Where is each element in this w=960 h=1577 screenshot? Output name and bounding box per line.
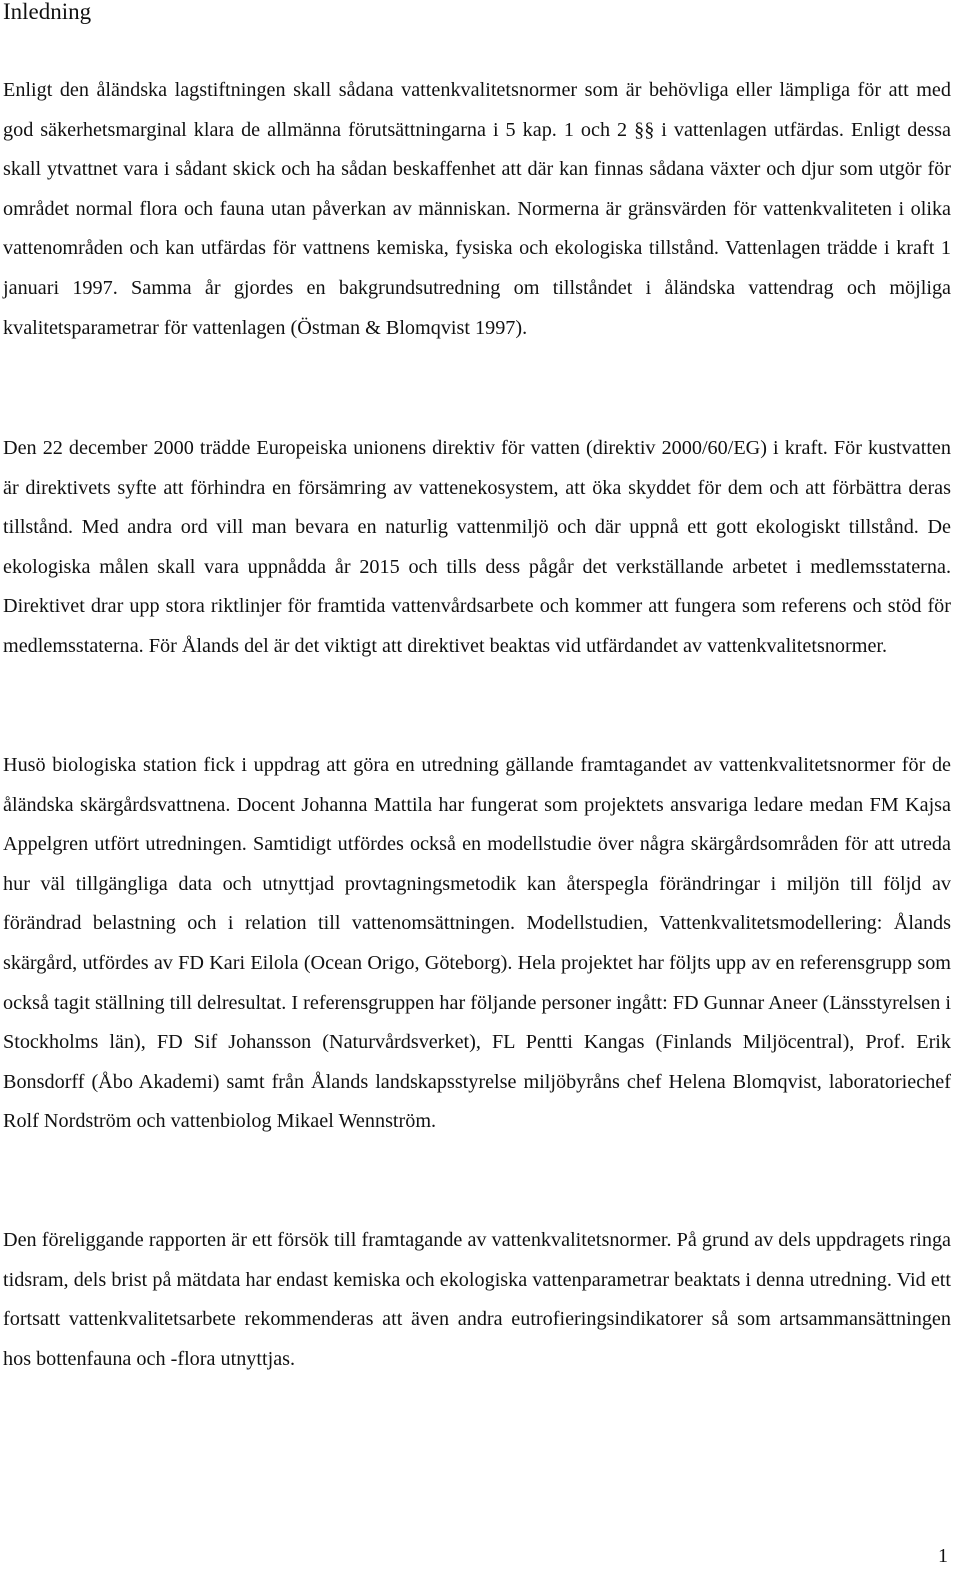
paragraph-report-scope: Den föreliggande rapporten är ett försök till framtagande av vattenkvalitetsnormer. På grund av dels uppdragets ringa tidsram, dels brist på mätdata har endast kemiska och ekologiska vattenparametrar beaktats i denna utredning. Vid ett fortsatt vattenkvalitetsarbete rekommenderas att även andra eutrofieringsindikatorer så som artsammansättningen hos bottenfauna och -flora utnyttjas.: [3, 1229, 951, 1370]
page-number: 1: [938, 1545, 948, 1567]
paragraph-eu-directive: Den 22 december 2000 trädde Europeiska unionens direktiv för vatten (direktiv 2000/60/EG) i kraft. För kustvatten är direktivets syfte att förhindra en försämring av vattenekosystem, att öka skyddet för dem och att förbättra deras tillstånd. Med andra ord vill man bevara en naturlig vattenmiljö och där uppnå ett gott ekologiskt tillstånd. De ekologiska målen skall vara uppnådda år 2015 och tills dess pågår det verkställande arbetet i medlemsstaterna. Direktivet drar upp stora riktlinjer för framtida vattenvårdsarbete och kommer att fungera som referens och stöd för medlemsstaterna. För Ålands del är det viktigt att direktivet beaktas vid utfärdandet av vattenkvalitetsnormer.: [3, 437, 951, 657]
paragraph-project: Husö biologiska station fick i uppdrag att göra en utredning gällande framtagandet av vattenkvalitetsnormer för de åländska skärgårdsvattnena. Docent Johanna Mattila har fungerat som projektets ansvariga ledare medan FM Kajsa Appelgren utfört utredningen. Samtidigt utfördes också en modellstudie över några skärgårdsområden för att utreda hur väl tillgängliga data och utnyttjad provtagningsmetodik kan återspegla förändringar i miljön till följd av förändrad belastning och i relation till vattenomsättningen. Modellstudien, Vattenkvalitetsmodellering: Ålands skärgård, utfördes av FD Kari Eilola (Ocean Origo, Göteborg). Hela projektet har följts upp av en referensgrupp som också tagit ställning till delresultat. I referensgruppen har följande personer ingått: FD Gunnar Aneer (Länsstyrelsen i Stockholms län), FD Sif Johansson (Naturvårdsverket), FL Pentti Kangas (Finlands Miljöcentral), Prof. Erik Bonsdorff (Åbo Akademi) samt från Ålands landskapsstyrelse miljöbyråns chef Helena Blomqvist, laboratoriechef Rolf Nordström och vattenbiolog Mikael Wennström.: [3, 754, 951, 1133]
paragraph-legislation: Enligt den åländska lagstiftningen skall sådana vattenkvalitetsnormer som är behövliga eller lämpliga för att med god säkerhetsmarginal klara de allmänna förutsättningarna i 5 kap. 1 och 2 §§ i vattenlagen utfärdas. Enligt dessa skall ytvattnet vara i sådant skick och ha sådan beskaffenhet att där kan finnas sådana växter och djur som utgör för området normal flora och fauna utan påverkan av människan. Normerna är gränsvärden för vattenkvaliteten i olika vattenområden och kan utfärdas för vattnens kemiska, fysiska och ekologiska tillstånd. Vattenlagen trädde i kraft 1 januari 1997. Samma år gjordes en bakgrundsutredning om tillståndet i åländska vattendrag och möjliga kvalitetsparametrar för vattenlagen (Östman & Blomqvist 1997).: [3, 79, 951, 339]
section-heading: Inledning: [3, 0, 92, 24]
